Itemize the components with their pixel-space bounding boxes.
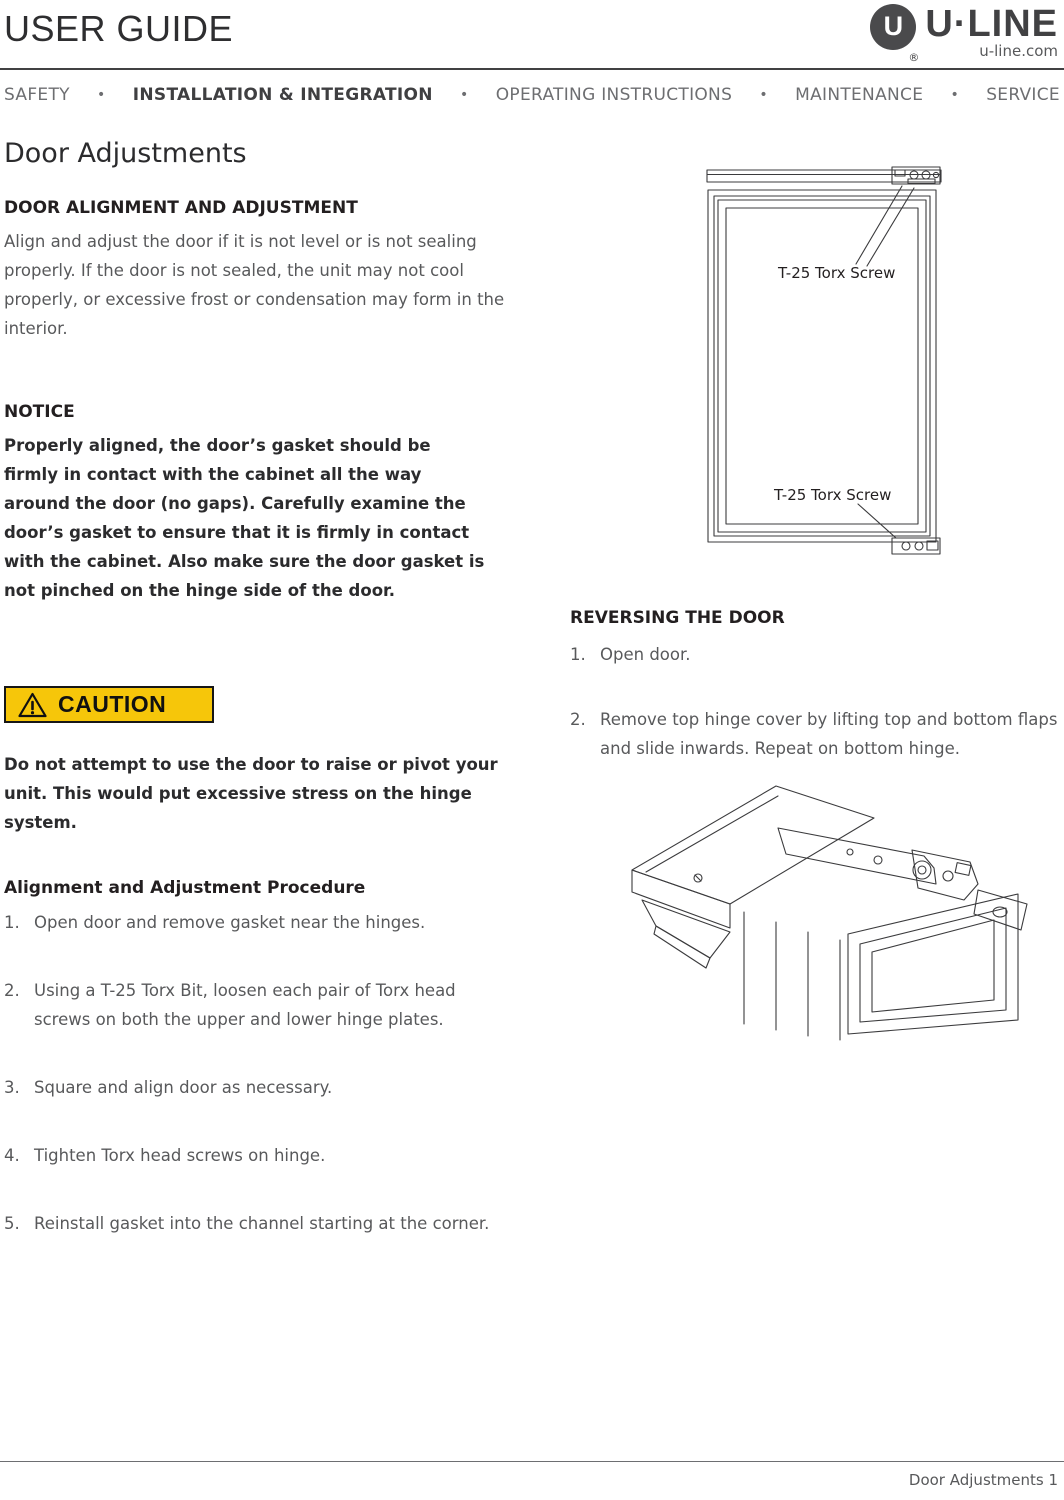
procedure-step bbox=[4, 1209, 506, 1238]
step-text: Reinstall gasket into the channel starting at the corner. bbox=[34, 1214, 490, 1233]
reversing-step bbox=[570, 640, 1064, 669]
step-number: 2. bbox=[4, 981, 20, 1000]
nav-separator: • bbox=[759, 87, 768, 103]
step-number: 5. bbox=[4, 1214, 20, 1233]
procedure-heading: Alignment and Adjustment Procedure bbox=[4, 878, 366, 898]
nav-item-maintenance: MAINTENANCE bbox=[795, 85, 924, 105]
procedure-step bbox=[4, 1141, 506, 1170]
leader-line-bottom bbox=[858, 504, 896, 538]
step-number: 1. bbox=[4, 913, 20, 932]
caution-label: CAUTION bbox=[58, 691, 167, 717]
nav-item-installation: INSTALLATION & INTEGRATION bbox=[132, 85, 433, 105]
step-number: 2. bbox=[570, 710, 586, 729]
nav-separator: • bbox=[97, 87, 106, 103]
step-text: Open door and remove gasket near the hinges. bbox=[34, 913, 426, 932]
section-body-door-alignment: Align and adjust the door if it is not level or is not sealing properly. If the door is not sealed, the unit may not cool properly, or excessive frost or condensation may form in the interior. bbox=[4, 232, 505, 338]
footer-divider bbox=[0, 1461, 1064, 1462]
warning-icon bbox=[18, 692, 47, 718]
uline-logo bbox=[870, 3, 1058, 64]
step-text: Remove top hinge cover by lifting top and bottom flaps and slide inwards. Repeat on bottom hinge. bbox=[600, 710, 1058, 758]
nav-separator: • bbox=[950, 87, 959, 103]
notice-body: Properly aligned, the door’s gasket should be firmly in contact with the cabinet all the way around the door (no gaps). Carefully examine the door’s gasket to ensure that it is firmly in contact with the cabinet. Also make sure the door gasket is not pinched on the hinge side of the door. bbox=[4, 436, 485, 600]
registered-trademark-symbol: ® bbox=[908, 51, 920, 64]
leader-line-top bbox=[856, 186, 902, 264]
guide-section-nav bbox=[4, 85, 1060, 105]
nav-separator: • bbox=[460, 87, 469, 103]
header-divider bbox=[0, 68, 1064, 70]
step-text: Square and align door as necessary. bbox=[34, 1078, 333, 1097]
brand-name: U·LINE bbox=[925, 3, 1058, 45]
door-diagram bbox=[706, 166, 942, 562]
step-text: Open door. bbox=[600, 645, 691, 664]
step-text: Tighten Torx head screws on hinge. bbox=[34, 1146, 326, 1165]
section-heading-door-alignment: DOOR ALIGNMENT AND ADJUSTMENT bbox=[4, 198, 358, 218]
reversing-step bbox=[570, 705, 1064, 763]
procedure-step-list bbox=[4, 908, 506, 1277]
reversing-heading: REVERSING THE DOOR bbox=[570, 608, 785, 628]
step-number: 4. bbox=[4, 1146, 20, 1165]
nav-item-operating: OPERATING INSTRUCTIONS bbox=[495, 85, 733, 105]
nav-item-safety: SAFETY bbox=[4, 85, 70, 105]
hinge-diagram bbox=[626, 772, 1032, 1048]
nav-item-service: SERVICE bbox=[986, 85, 1060, 105]
step-number: 3. bbox=[4, 1078, 20, 1097]
uline-logo-mark-icon: U bbox=[870, 4, 916, 50]
caution-banner bbox=[4, 686, 214, 723]
brand-url-link[interactable]: u-line.com bbox=[979, 42, 1058, 60]
page-title: Door Adjustments bbox=[4, 138, 247, 169]
step-number: 1. bbox=[570, 645, 586, 664]
torx-screw-label-top: T-25 Torx Screw bbox=[778, 264, 896, 282]
step-text: Using a T-25 Torx Bit, loosen each pair of Torx head screws on both the upper and lower hinge plates. bbox=[34, 981, 456, 1029]
procedure-step bbox=[4, 1073, 506, 1102]
page-footer: Door Adjustments 1 bbox=[908, 1471, 1058, 1489]
torx-screw-label-bottom: T-25 Torx Screw bbox=[774, 486, 892, 504]
procedure-step bbox=[4, 976, 506, 1034]
notice-heading: NOTICE bbox=[4, 402, 75, 422]
procedure-step bbox=[4, 908, 506, 937]
caution-body: Do not attempt to use the door to raise or pivot your unit. This would put excessive stress on the hinge system. bbox=[4, 755, 498, 832]
document-title: USER GUIDE bbox=[4, 8, 234, 49]
